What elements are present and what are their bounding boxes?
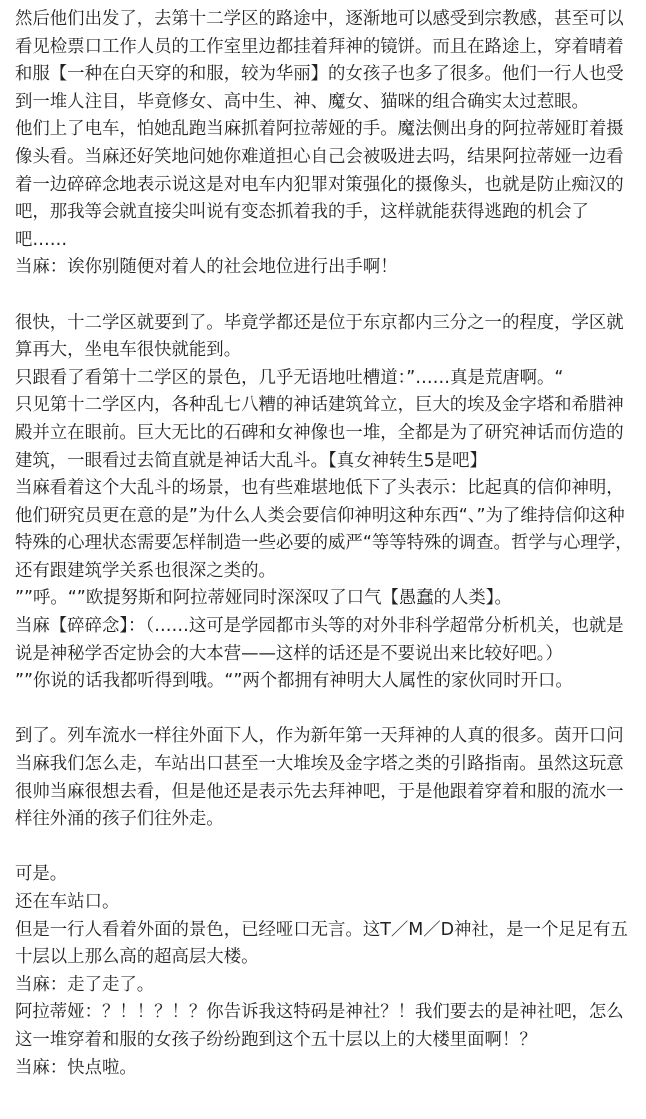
paragraph: 当麻看着这个大乱斗的场景，也有些难堪地低下了头表示：比起真的信仰神明，他们研究员更在意的是”为什么人类会要信仰神明这种东西“、”为了维持信仰这种特殊的心理状态需要怎样制造一些必要的威严“等等特殊的调查。哲学与心理学，还有跟建筑学关系也很深之类的。 xyxy=(15,478,633,581)
paragraph: 可是。 xyxy=(15,864,68,885)
dialogue-line: 阿拉蒂娅：？！！？！？你告诉我这特码是神社？！我们要去的是神社吧，怎么这一堆穿着和服的女孩子纷纷跑到这个五十层以上的大楼里面啊！？ xyxy=(15,1002,624,1050)
blank-line xyxy=(15,282,641,310)
dialogue-line: 当麻：诶你别随便对着人的社会地位进行出手啊！ xyxy=(15,257,398,278)
article-body xyxy=(15,6,641,1082)
paragraph: 但是一行人看着外面的景色，已经哑口无言。这T／M／D神社，是一个足足有五十层以上那么高的超高层大楼。 xyxy=(15,919,628,968)
paragraph: 只跟看了看第十二学区的景色，几乎无语地吐槽道：”……真是荒唐啊。“ xyxy=(15,367,564,388)
dialogue-line: 当麻【碎碎念】：（……这可是学园都市头等的对外非科学超常分析机关，也就是说是神秘学否定协会的大本营——这样的话还是不要说出来比较好吧。） xyxy=(15,616,624,664)
dialogue-line: 当麻：快点啦。 xyxy=(15,1057,137,1078)
paragraph: 到了。列车流水一样往外面下人，作为新年第一天拜神的人真的很多。茵开口问当麻我们怎么走，车站出口甚至一大堆埃及金字塔之类的引路指南。虽然这玩意很帅当麻很想去看，但是他还是表示先去拜神吧，于是他跟着穿着和服的流水一样往外涌的孩子们往外走。 xyxy=(15,726,624,830)
blank-line xyxy=(15,696,641,724)
dialogue-line: ””你说的话我都听得到哦。“”两个都拥有神明大人属性的家伙同时开口。 xyxy=(15,671,573,692)
paragraph: 很快，十二学区就要到了。毕竟学都还是位于东京都内三分之一的程度，学区就算再大，坐电车很快就能到。 xyxy=(15,312,624,361)
paragraph: 他们上了电车，怕她乱跑当麻抓着阿拉蒂娅的手。魔法侧出身的阿拉蒂娅盯着摄像头看。当麻还好笑地问她你难道担心自己会被吸进去吗，结果阿拉蒂娅一边看着一边碎碎念地表示说这是对电车内犯罪对策强化的摄像头，也就是防止痴汉的吧，那我等会就直接尖叫说有变态抓着我的手，这样就能获得逃跑的机会了吧…… xyxy=(15,119,624,250)
paragraph: 还在车站口。 xyxy=(15,892,120,912)
paragraph: 只见第十二学区内，各种乱七八糟的神话建筑耸立，巨大的埃及金字塔和希腊神殿并立在眼前。巨大无比的石碑和女神像也一堆，全都是为了研究神话而仿造的建筑，一眼看过去简直就是神话大乱斗。【真女神转生5是吧】 xyxy=(15,395,624,471)
dialogue-line: ””呼。“”欧提努斯和阿拉蒂娅同时深深叹了口气【愚蠢的人类】。 xyxy=(15,588,512,609)
paragraph: 然后他们出发了，去第十二学区的路途中，逐渐地可以感受到宗教感，甚至可以看见检票口工作人员的工作室里边都挂着拜神的镜饼。而且在路途上，穿着晴着和服【一种在白天穿的和服，较为华丽】的女孩子也多了很多。他们一行人也受到一堆人注目，毕竟修女、高中生、神、魔女、猫咪的组合确实太过惹眼。 xyxy=(15,9,624,112)
blank-line xyxy=(15,834,641,862)
dialogue-line: 当麻：走了走了。 xyxy=(15,974,155,995)
